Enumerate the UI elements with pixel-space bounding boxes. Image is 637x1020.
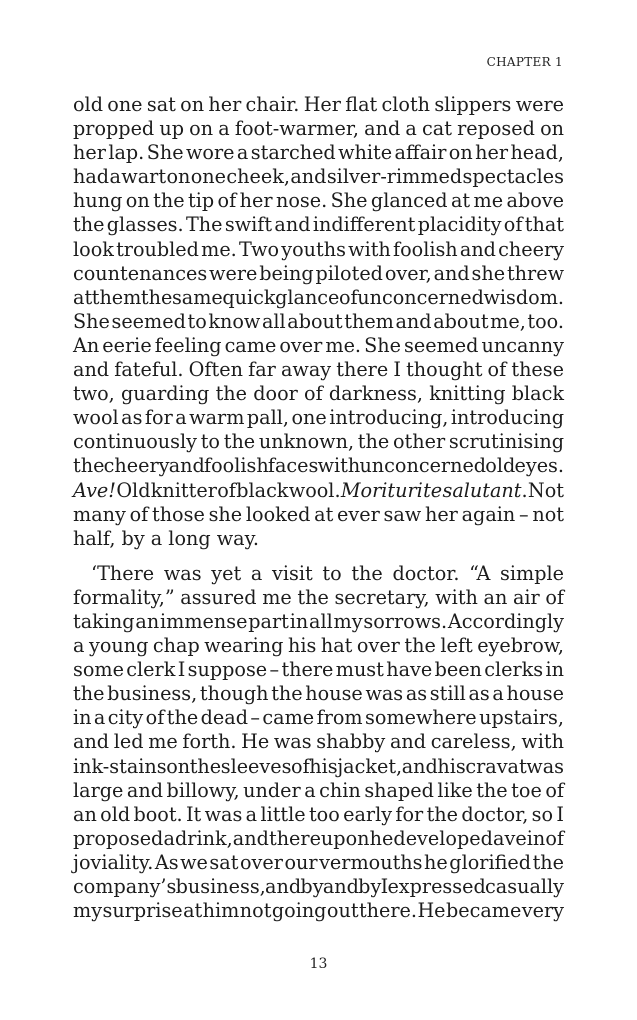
text-line: two, guarding the door of darkness, knitting black bbox=[73, 382, 564, 406]
text-line: taking an immense part in all my sorrows. Accordingly bbox=[73, 609, 564, 633]
text-line: the cheery and foolish faces with unconcerned old eyes. bbox=[73, 454, 564, 478]
text-line: ‘There was yet a visit to the doctor. “A simple bbox=[91, 561, 564, 585]
text-line: wool as for a warm pall, one introducing, introducing bbox=[73, 406, 564, 430]
text-line: at them the same quick glance of unconcerned wisdom. bbox=[73, 285, 564, 309]
paragraph bbox=[73, 562, 564, 923]
text-line: many of those she looked at ever saw her again – not bbox=[73, 502, 564, 526]
text-line: some clerk I suppose – there must have been clerks in bbox=[73, 658, 564, 682]
text-line: company’s business, and by and by I expressed casually bbox=[73, 875, 564, 898]
page-number: 13 bbox=[309, 956, 328, 972]
text-line: An eerie feeling came over me. She seemed uncanny bbox=[73, 333, 564, 357]
text-line: an old boot. It was a little too early for the doctor, so I bbox=[73, 802, 564, 826]
text-line: in a city of the dead – came from somewhere upstairs, bbox=[73, 706, 564, 730]
text-line: large and billowy, under a chin shaped like the toe of bbox=[73, 778, 564, 802]
text-line: She seemed to know all about them and about me, too. bbox=[73, 309, 564, 333]
paragraph bbox=[73, 93, 564, 551]
text-line: joviality. As we sat over our vermouths he glorified the bbox=[73, 850, 564, 874]
text-line: the business, though the house was as still as a house bbox=[73, 682, 564, 706]
text-line: look troubled me. Two youths with foolish and cheery bbox=[73, 237, 564, 261]
text-line: hung on the tip of her nose. She glanced at me above bbox=[73, 189, 564, 213]
text-line: half, by a long way. bbox=[73, 526, 259, 550]
text-line: ink-stains on the sleeves of his jacket, and his cravat was bbox=[73, 754, 565, 778]
body-text bbox=[73, 93, 564, 923]
text-line: and led me forth. He was shabby and careless, with bbox=[73, 730, 564, 754]
italic-text: Ave! bbox=[73, 478, 116, 502]
text-line: formality,” assured me the secretary, with an air of bbox=[73, 585, 564, 609]
text-line: a young chap wearing his hat over the left eyebrow, bbox=[73, 634, 564, 658]
text-line: proposed a drink, and thereupon he developed a vein of bbox=[73, 826, 564, 850]
text-line: countenances were being piloted over, and she threw bbox=[73, 261, 564, 285]
italic-text: Morituri te salutant bbox=[340, 478, 522, 502]
text-line: continuously to the unknown, the other scrutinising bbox=[73, 430, 564, 454]
text-line: and fateful. Often far away there I thought of these bbox=[73, 358, 564, 382]
text-line: the glasses. The swift and indifferent placidity of that bbox=[73, 213, 564, 237]
text-line-mixed bbox=[73, 479, 564, 503]
text-line: old one sat on her chair. Her flat cloth slippers were bbox=[73, 93, 564, 116]
running-head: CHAPTER 1 bbox=[486, 55, 563, 69]
paragraph-gap bbox=[73, 551, 564, 562]
text-line: my surprise at him not going out there. He became very bbox=[73, 899, 564, 923]
roman-text: . Not bbox=[521, 478, 564, 502]
text-line: her lap. She wore a starched white affair on her head, bbox=[73, 141, 564, 165]
text-line: propped up on a foot-warmer, and a cat reposed on bbox=[73, 117, 564, 141]
roman-text: Old knitter of black wool. bbox=[115, 478, 341, 502]
text-line: had a wart on one cheek, and silver-rimmed spectacles bbox=[73, 165, 564, 189]
